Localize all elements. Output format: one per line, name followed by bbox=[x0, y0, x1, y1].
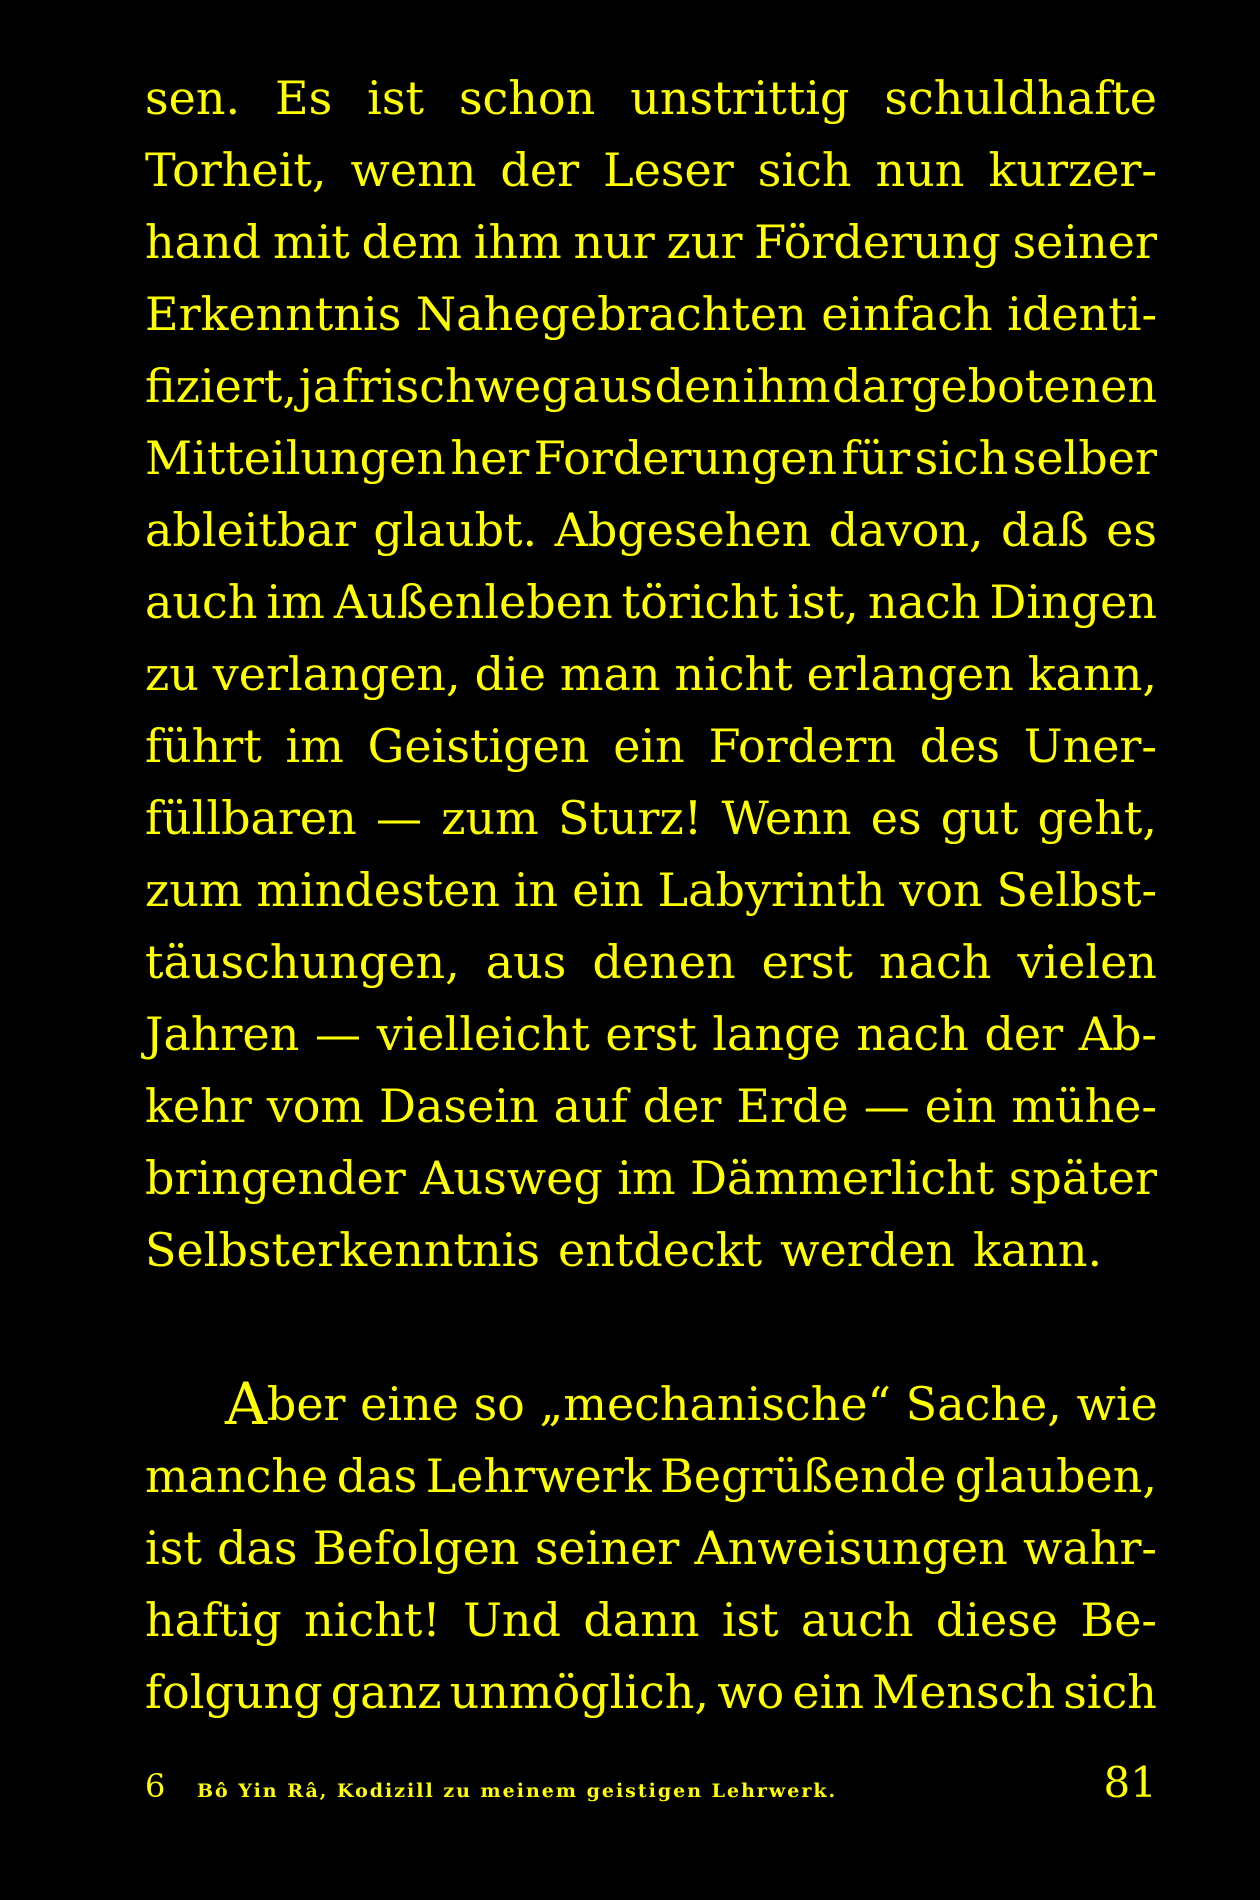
word: manche bbox=[145, 1449, 329, 1503]
word: führt bbox=[145, 719, 262, 773]
word: auch bbox=[145, 575, 258, 629]
word: ist bbox=[367, 71, 424, 125]
word: mindesten bbox=[256, 863, 500, 917]
word: sich bbox=[1063, 1665, 1157, 1719]
word: dargebotenen bbox=[832, 359, 1157, 413]
text-line bbox=[145, 1142, 1157, 1214]
word: von bbox=[899, 863, 983, 917]
word: Selbst- bbox=[996, 863, 1157, 917]
word: vom bbox=[266, 1079, 365, 1133]
word: aus bbox=[572, 359, 653, 413]
word: ein bbox=[924, 1079, 997, 1133]
word: entdeckt bbox=[557, 1223, 763, 1277]
word: Ausweg bbox=[420, 1151, 603, 1205]
text-line bbox=[145, 1070, 1157, 1142]
word: Dasein bbox=[379, 1079, 539, 1133]
word: lange bbox=[712, 1007, 841, 1061]
word: Erkenntnis bbox=[145, 287, 402, 341]
word: glaubt. bbox=[373, 503, 538, 557]
word: identi- bbox=[1007, 287, 1157, 341]
word: schuldhafte bbox=[884, 71, 1157, 125]
text-line-first bbox=[145, 1368, 1157, 1440]
word: wo bbox=[717, 1665, 785, 1719]
word: ist bbox=[145, 1521, 202, 1575]
word: im bbox=[266, 575, 325, 629]
text-line bbox=[145, 350, 1157, 422]
word: auch bbox=[801, 1593, 914, 1647]
word: es bbox=[870, 791, 922, 845]
word: der bbox=[500, 143, 580, 197]
word: auf bbox=[553, 1079, 628, 1133]
word: frischweg bbox=[341, 359, 571, 413]
word: unmöglich, bbox=[449, 1665, 710, 1719]
word: gut bbox=[940, 791, 1019, 845]
word: mit bbox=[272, 215, 350, 269]
word: unstrittig bbox=[630, 71, 850, 125]
word: nach bbox=[867, 575, 981, 629]
text-line bbox=[145, 926, 1157, 998]
word: Dingen bbox=[989, 575, 1157, 629]
text-line bbox=[145, 206, 1157, 278]
word: töricht bbox=[621, 575, 779, 629]
word: schon bbox=[458, 71, 596, 125]
word: in bbox=[513, 863, 559, 917]
word: Begrüßende bbox=[660, 1449, 947, 1503]
word: nur bbox=[573, 215, 655, 269]
word: fiziert, bbox=[145, 359, 297, 413]
word: Wenn bbox=[721, 791, 852, 845]
word: nach bbox=[878, 935, 992, 989]
word: die bbox=[474, 647, 546, 701]
word: folgung bbox=[145, 1665, 323, 1719]
word: zur bbox=[666, 215, 743, 269]
word: nicht! bbox=[304, 1593, 441, 1647]
word: dann bbox=[583, 1593, 700, 1647]
word: her bbox=[450, 431, 530, 485]
word: Sturz! bbox=[557, 791, 703, 845]
text-line bbox=[145, 278, 1157, 350]
word: füllbaren bbox=[145, 791, 357, 845]
word: werden bbox=[780, 1223, 955, 1277]
word: zu bbox=[145, 647, 199, 701]
word: kurzer- bbox=[988, 143, 1157, 197]
word: Selbsterkenntnis bbox=[145, 1223, 540, 1277]
word: mühe- bbox=[1011, 1079, 1157, 1133]
word: Ab- bbox=[1078, 1007, 1157, 1061]
word: Fordern bbox=[708, 719, 896, 773]
word: Forderungen bbox=[533, 431, 838, 485]
word: verlangen, bbox=[212, 647, 461, 701]
word: Geistigen bbox=[367, 719, 590, 773]
word: Anweisungen bbox=[694, 1521, 1008, 1575]
word: Dämmerlicht bbox=[690, 1151, 995, 1205]
text-line bbox=[145, 422, 1157, 494]
word: der bbox=[984, 1007, 1064, 1061]
word: seiner bbox=[534, 1521, 680, 1575]
word: ist, bbox=[787, 575, 859, 629]
word: vielen bbox=[1017, 935, 1157, 989]
word: Abgesehen bbox=[554, 503, 812, 557]
text-line bbox=[145, 1656, 1157, 1728]
page-number: 81 bbox=[1103, 1758, 1157, 1807]
word: Außenleben bbox=[333, 575, 613, 629]
first-line-text: ber eine so „mechanische“ Sache, wie bbox=[266, 1377, 1158, 1431]
word: ihm bbox=[742, 359, 831, 413]
word: ja bbox=[298, 359, 341, 413]
word: Mensch bbox=[872, 1665, 1056, 1719]
text-line bbox=[145, 566, 1157, 638]
word: Und bbox=[463, 1593, 561, 1647]
initial-letter: A bbox=[225, 1370, 267, 1438]
word: geht, bbox=[1037, 791, 1157, 845]
word: kann. bbox=[973, 1223, 1103, 1277]
word: Be- bbox=[1080, 1593, 1157, 1647]
word: Nahegebrachten bbox=[415, 287, 807, 341]
word: wahr- bbox=[1023, 1521, 1157, 1575]
word: — bbox=[376, 791, 423, 845]
word: sich bbox=[914, 431, 1009, 485]
text-line bbox=[145, 710, 1157, 782]
word: später bbox=[1008, 1151, 1157, 1205]
word: kehr bbox=[145, 1079, 252, 1133]
word: sich bbox=[757, 143, 852, 197]
text-line bbox=[145, 1512, 1157, 1584]
word: ganz bbox=[330, 1665, 442, 1719]
word: — bbox=[314, 1007, 361, 1061]
word: vielleicht bbox=[376, 1007, 590, 1061]
word: ein bbox=[572, 863, 644, 917]
word: Es bbox=[275, 71, 333, 125]
text-line bbox=[145, 1440, 1157, 1512]
text-line bbox=[145, 1584, 1157, 1656]
word: Labyrinth bbox=[657, 863, 886, 917]
word: denen bbox=[592, 935, 736, 989]
word: täuschungen, bbox=[145, 935, 460, 989]
word: bringender bbox=[145, 1151, 406, 1205]
word: Uner- bbox=[1023, 719, 1157, 773]
word: der bbox=[642, 1079, 722, 1133]
word: Mitteilungen bbox=[145, 431, 446, 485]
word: es bbox=[1106, 503, 1157, 557]
word: diese bbox=[935, 1593, 1059, 1647]
word: davon, bbox=[828, 503, 984, 557]
word: Lehrwerk bbox=[425, 1449, 652, 1503]
word: zum bbox=[441, 791, 539, 845]
word: man bbox=[559, 647, 661, 701]
word: Jahren bbox=[145, 1007, 300, 1061]
word: nun bbox=[875, 143, 965, 197]
word: — bbox=[863, 1079, 910, 1133]
word: nicht bbox=[674, 647, 793, 701]
text-line bbox=[145, 494, 1157, 566]
word: nach bbox=[856, 1007, 969, 1061]
word: daß bbox=[1001, 503, 1089, 557]
word: ist bbox=[721, 1593, 779, 1647]
word: den bbox=[654, 359, 741, 413]
text-line bbox=[145, 998, 1157, 1070]
running-title: Bô Yin Râ, Kodizill zu meinem geistigen Lehrwerk. bbox=[197, 1780, 838, 1802]
word: Erde bbox=[736, 1079, 849, 1133]
word: für bbox=[841, 431, 911, 485]
word: sen. bbox=[145, 71, 241, 125]
word: ableitbar bbox=[145, 503, 356, 557]
text-line bbox=[145, 134, 1157, 206]
word: aus bbox=[485, 935, 567, 989]
word: glauben, bbox=[954, 1449, 1157, 1503]
word: Förderung bbox=[754, 215, 1001, 269]
word: ein bbox=[613, 719, 685, 773]
word: des bbox=[919, 719, 1001, 773]
paragraph-1 bbox=[145, 62, 1157, 1286]
word: erst bbox=[605, 1007, 697, 1061]
text-line bbox=[145, 62, 1157, 134]
word: Leser bbox=[603, 143, 734, 197]
text-line-last bbox=[145, 1214, 1157, 1286]
word: ein bbox=[792, 1665, 864, 1719]
word: Torheit, bbox=[145, 143, 327, 197]
word: im bbox=[285, 719, 344, 773]
word: einfach bbox=[821, 287, 993, 341]
word: erlangen bbox=[806, 647, 1014, 701]
signature-mark: 6 bbox=[145, 1767, 166, 1805]
word: das bbox=[217, 1521, 298, 1575]
word: das bbox=[336, 1449, 418, 1503]
word: hand bbox=[145, 215, 262, 269]
text-line bbox=[145, 854, 1157, 926]
word: kann, bbox=[1027, 647, 1157, 701]
paragraph-2 bbox=[145, 1368, 1157, 1728]
word: haftig bbox=[145, 1593, 282, 1647]
word: wenn bbox=[350, 143, 477, 197]
word: ihm bbox=[473, 215, 562, 269]
text-line bbox=[145, 782, 1157, 854]
text-line bbox=[145, 638, 1157, 710]
word: im bbox=[617, 1151, 676, 1205]
word: Befolgen bbox=[312, 1521, 520, 1575]
word: zum bbox=[145, 863, 243, 917]
word: erst bbox=[761, 935, 853, 989]
word: seiner bbox=[1012, 215, 1157, 269]
page-footer bbox=[145, 1758, 1157, 1818]
word: dem bbox=[361, 215, 462, 269]
word: selber bbox=[1012, 431, 1157, 485]
